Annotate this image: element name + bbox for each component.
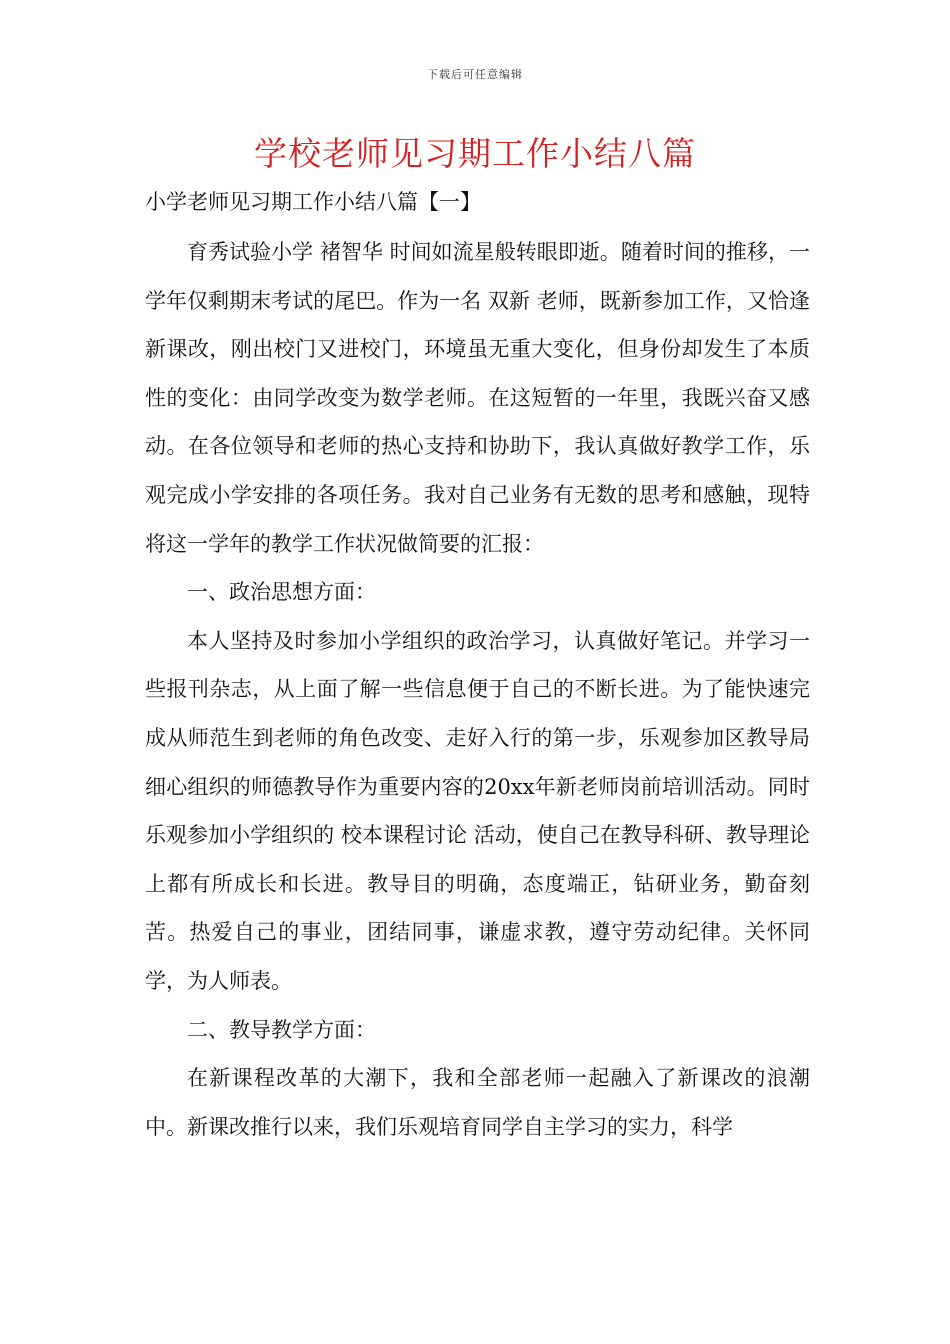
paragraph-teaching: 在新课程改革的大潮下，我和全部老师一起融入了新课改的浪潮中。新课改推行以来，我们乐观培育同学自主学习的实力，科学 bbox=[145, 1066, 810, 1139]
paragraph-heading-teaching: 二、教导教学方面： bbox=[187, 1017, 376, 1042]
document-body bbox=[145, 228, 810, 1151]
document-title: 学校老师见习期工作小结八篇 bbox=[254, 134, 696, 173]
section-heading: 小学老师见习期工作小结八篇【一】 bbox=[145, 190, 481, 214]
paragraph-intro: 育秀试验小学 褚智华 时间如流星般转眼即逝。随着时间的推移，一学年仅剩期末考试的尾巴。作为一名 双新 老师，既新参加工作，又恰逢新课改，刚出校门又进校门，环境虽无重大变化，但身份却发生了本质性的变化：由同学改变为数学老师。在这短暂的一年里，我既兴奋又感动。在各位领导和老师的热心支持和协助下，我认真做好教学工作，乐观完成小学安排的各项任务。我对自己业务有无数的思考和感触，现特将这一学年的教学工作状况做简要的汇报： bbox=[145, 240, 810, 556]
header-note: 下载后可任意编辑 bbox=[427, 68, 523, 81]
paragraph-heading-politics: 一、政治思想方面： bbox=[187, 580, 376, 605]
paragraph-politics: 本人坚持及时参加小学组织的政治学习，认真做好笔记。并学习一些报刊杂志，从上面了解一些信息便于自己的不断长进。为了能快速完成从师范生到老师的角色改变、走好入行的第一步，乐观参加区教导局细心组织的师德教导作为重要内容的20xx年新老师岗前培训活动。同时乐观参加小学组织的 校本课程讨论 活动，使自己在教导科研、教导理论上都有所成长和长进。教导目的明确，态度端正，钻研业务，勤奋刻苦。热爱自己的事业，团结同事，谦虚求教，遵守劳动纪律。关怀同学，为人师表。 bbox=[145, 628, 810, 993]
